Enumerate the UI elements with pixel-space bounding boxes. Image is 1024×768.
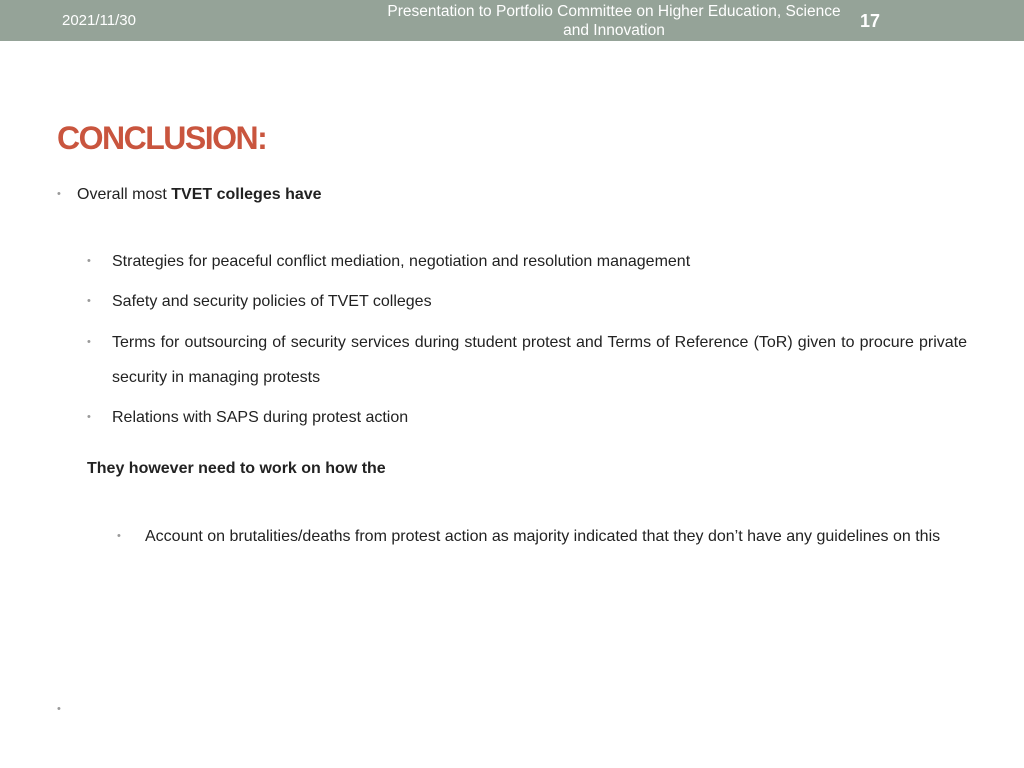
bullet-icon: • bbox=[87, 411, 91, 423]
header-bar bbox=[0, 0, 1024, 41]
strength-item: Terms for outsourcing of security services during student protest and Terms of Reference (ToR) given to procure private security in managing protests bbox=[112, 334, 967, 386]
bullet-icon: • bbox=[57, 188, 61, 200]
however-heading: They however need to work on how the bbox=[87, 460, 386, 477]
bullet-icon: • bbox=[117, 530, 121, 542]
slide-title: CONCLUSION: bbox=[57, 120, 267, 156]
improvement-item: Account on brutalities/deaths from protest action as majority indicated that they don’t have any guidelines on this bbox=[145, 528, 941, 545]
strength-item: Relations with SAPS during protest action bbox=[112, 409, 409, 426]
bullet-icon: • bbox=[57, 703, 61, 715]
page-number: 17 bbox=[859, 11, 881, 31]
bullet-icon: • bbox=[87, 295, 91, 307]
bullet-icon: • bbox=[87, 336, 91, 348]
header-date: 2021/11/30 bbox=[62, 12, 136, 29]
intro-prefix: Overall most bbox=[77, 186, 172, 203]
strength-item: Safety and security policies of TVET colleges bbox=[112, 293, 432, 310]
presentation-title: Presentation to Portfolio Committee on Higher Education, Science and Innovation bbox=[387, 3, 841, 39]
strength-item: Strategies for peaceful conflict mediation, negotiation and resolution management bbox=[112, 253, 691, 270]
intro-bullet bbox=[77, 177, 967, 212]
intro-bold: TVET colleges have bbox=[171, 186, 322, 203]
bullet-icon: • bbox=[87, 255, 91, 267]
